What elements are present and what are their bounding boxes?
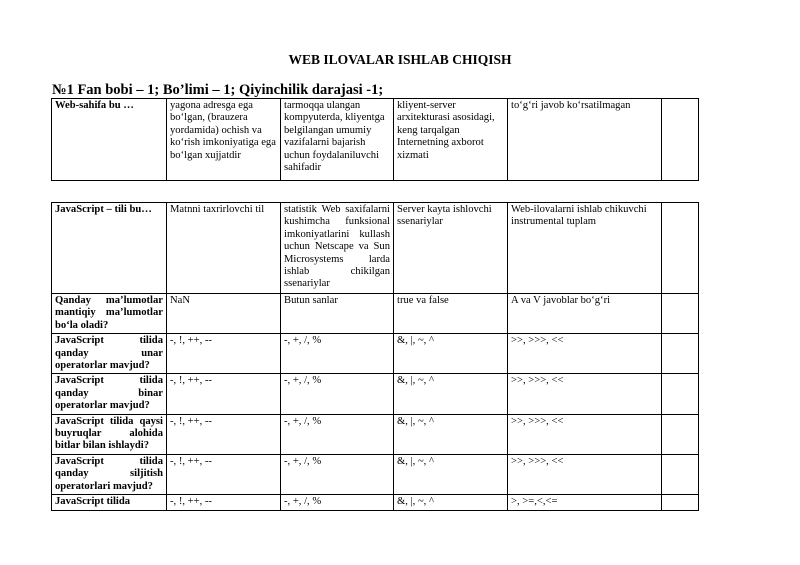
answer-cell-3: &, |, ~, ^ <box>394 454 508 494</box>
table-row <box>52 454 699 494</box>
answer-cell-4: >>, >>>, << <box>508 374 662 414</box>
question-table-1 <box>51 98 699 181</box>
table-row <box>52 414 699 454</box>
answer-cell-5 <box>662 203 699 294</box>
answer-cell-3: &, |, ~, ^ <box>394 495 508 510</box>
question-cell: JavaScript tilida qanday siljitish operatorlari mavjud? <box>52 454 167 494</box>
answer-cell-4: to‘g‘ri javob ko‘rsatilmagan <box>508 99 662 181</box>
answer-cell-4: A va V javoblar bo‘g‘ri <box>508 294 662 334</box>
answer-cell-5 <box>662 99 699 181</box>
answer-cell-1: NaN <box>167 294 281 334</box>
answer-cell-2: statistik Web saxifalarni kushimcha funksional imkoniyatlarini kullash uchun Netscape va Sun Microsystems larda ishlab chikilgan ssenariylar <box>281 203 394 294</box>
answer-cell-5 <box>662 294 699 334</box>
answer-cell-4: >>, >>>, << <box>508 334 662 374</box>
answer-cell-3: kliyent-server arxitekturasi asosidagi, keng tarqalgan Internetning axborot xizmati <box>394 99 508 181</box>
answer-cell-2: -, +, /, % <box>281 454 394 494</box>
answer-cell-5 <box>662 374 699 414</box>
answer-cell-1: -, !, ++, -- <box>167 495 281 510</box>
answer-cell-3: Server kayta ishlovchi ssenariylar <box>394 203 508 294</box>
section-heading: №1 Fan bobi – 1; Bo’limi – 1; Qiyinchilik darajasi -1; <box>52 82 384 98</box>
answer-cell-5 <box>662 414 699 454</box>
answer-cell-4: >, >=,<,<= <box>508 495 662 510</box>
answer-cell-1: Matnni taxrirlovchi til <box>167 203 281 294</box>
answer-cell-5 <box>662 495 699 510</box>
question-cell: Web-sahifa bu … <box>52 99 167 181</box>
table-row <box>52 374 699 414</box>
answer-cell-1: yagona adresga ega bo‘lgan, (brauzera yordamida) ochish va ko‘rish imkoniyatiga ega bo‘lgan xujjatdir <box>167 99 281 181</box>
answer-cell-1: -, !, ++, -- <box>167 334 281 374</box>
question-cell: JavaScript tilida <box>52 495 167 510</box>
answer-cell-1: -, !, ++, -- <box>167 414 281 454</box>
question-cell: JavaScript – tili bu… <box>52 203 167 294</box>
answer-cell-3: &, |, ~, ^ <box>394 334 508 374</box>
answer-cell-2: Butun sanlar <box>281 294 394 334</box>
answer-cell-3: true va false <box>394 294 508 334</box>
answer-cell-4: >>, >>>, << <box>508 414 662 454</box>
answer-cell-4: Web-ilovalarni ishlab chikuvchi instrumental tuplam <box>508 203 662 294</box>
question-cell: JavaScript tilida qanday unar operatorlar mavjud? <box>52 334 167 374</box>
answer-cell-1: -, !, ++, -- <box>167 374 281 414</box>
table-row <box>52 334 699 374</box>
answer-cell-5 <box>662 334 699 374</box>
question-cell: JavaScript tilida qaysi buyruqlar alohida bitlar bilan ishlaydi? <box>52 414 167 454</box>
answer-cell-2: -, +, /, % <box>281 334 394 374</box>
answer-cell-2: -, +, /, % <box>281 374 394 414</box>
table-row <box>52 294 699 334</box>
answer-cell-1: -, !, ++, -- <box>167 454 281 494</box>
table-row <box>52 203 699 294</box>
table-row <box>52 99 699 181</box>
answer-cell-5 <box>662 454 699 494</box>
answer-cell-3: &, |, ~, ^ <box>394 414 508 454</box>
answer-cell-2: tarmoqqa ulangan kompyuterda, kliyentga belgilangan umumiy vazifalarni bajarish uchun foydalaniluvchi sahifadir <box>281 99 394 181</box>
document-title: WEB ILOVALAR ISHLAB CHIQISH <box>288 52 512 67</box>
answer-cell-4: >>, >>>, << <box>508 454 662 494</box>
question-table-2 <box>51 202 699 511</box>
question-cell: JavaScript tilida qanday binar operatorlar mavjud? <box>52 374 167 414</box>
answer-cell-2: -, +, /, % <box>281 495 394 510</box>
answer-cell-3: &, |, ~, ^ <box>394 374 508 414</box>
question-cell: Qanday ma’lumotlar mantiqiy ma’lumotlar bo‘la oladi? <box>52 294 167 334</box>
table-row <box>52 495 699 510</box>
answer-cell-2: -, +, /, % <box>281 414 394 454</box>
